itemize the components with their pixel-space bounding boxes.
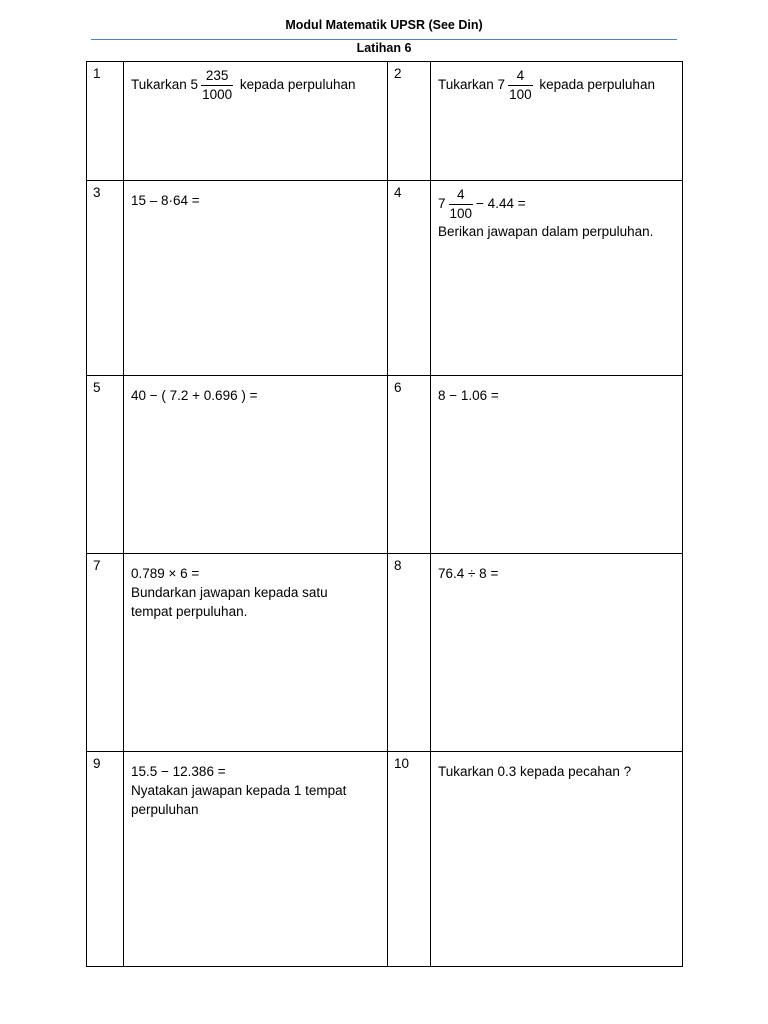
question-table [86, 61, 683, 967]
question-4-denominator: 100 [449, 206, 473, 221]
table-row [87, 62, 683, 181]
question-9-line-3: perpuluhan [131, 802, 199, 817]
question-number: 8 [388, 554, 431, 752]
question-4-cell [431, 181, 683, 376]
question-1-denominator: 1000 [202, 87, 233, 102]
question-1-fraction [201, 68, 233, 103]
question-1-numerator: 235 [201, 68, 233, 86]
question-1-whole: 5 [190, 77, 199, 93]
header-divider [91, 39, 677, 40]
question-10-line-1: Tukarkan 0.3 kepada pecahan ? [438, 764, 632, 779]
question-6-line-1: 8 − 1.06 = [438, 388, 499, 403]
question-4-expression [438, 187, 682, 222]
question-1-suffix: kepada perpuluhan [239, 77, 356, 93]
question-2-denominator: 100 [509, 87, 532, 102]
question-9-line-2: Nyatakan jawapan kepada 1 tempat [131, 783, 347, 798]
question-number: 6 [388, 376, 431, 554]
question-2-cell [431, 62, 683, 181]
question-2-text [438, 68, 682, 103]
question-1-cell [124, 62, 388, 181]
table-row [87, 376, 683, 554]
question-9-cell [124, 752, 388, 967]
question-5-cell [124, 376, 388, 554]
question-7-line-1: 0.789 × 6 = [131, 566, 200, 581]
question-7-cell [124, 554, 388, 752]
table-row [87, 181, 683, 376]
question-7-line-2: Bundarkan jawapan kepada satu [131, 585, 328, 600]
question-2-numerator: 4 [508, 68, 533, 86]
question-4-whole: 7 [438, 196, 446, 212]
table-row [87, 554, 683, 752]
question-8-line-1: 76.4 ÷ 8 = [438, 566, 499, 581]
question-number: 9 [87, 752, 124, 967]
question-7-line-3: tempat perpuluhan. [131, 604, 248, 619]
question-6-cell [431, 376, 683, 554]
table-row [87, 752, 683, 967]
question-3-line-1: 15 – 8·64 = [131, 193, 200, 208]
question-number: 5 [87, 376, 124, 554]
question-4-line-1: Berikan jawapan dalam perpuluhan. [438, 224, 654, 239]
question-2-suffix: kepada perpuluhan [539, 77, 655, 93]
question-2-whole: 7 [497, 77, 506, 93]
question-4-suffix: − 4.44 = [476, 196, 526, 212]
question-number: 7 [87, 554, 124, 752]
page-header-title: Modul Matematik UPSR (See Din) [285, 18, 483, 32]
question-5-line-1: 40 − ( 7.2 + 0.696 ) = [131, 388, 258, 403]
question-number: 3 [87, 181, 124, 376]
question-number: 4 [388, 181, 431, 376]
question-1-prefix: Tukarkan [131, 77, 187, 93]
question-2-prefix: Tukarkan [438, 77, 494, 93]
question-2-fraction [508, 68, 533, 103]
question-1-text [131, 68, 387, 103]
question-9-line-1: 15.5 − 12.386 = [131, 764, 226, 779]
exercise-title: Latihan 6 [356, 41, 412, 55]
question-8-cell [431, 554, 683, 752]
question-number: 1 [87, 62, 124, 181]
question-10-cell [431, 752, 683, 967]
question-4-numerator: 4 [449, 187, 474, 205]
question-number: 2 [388, 62, 431, 181]
question-3-cell [124, 181, 388, 376]
question-4-fraction [449, 187, 474, 222]
question-number: 10 [388, 752, 431, 967]
